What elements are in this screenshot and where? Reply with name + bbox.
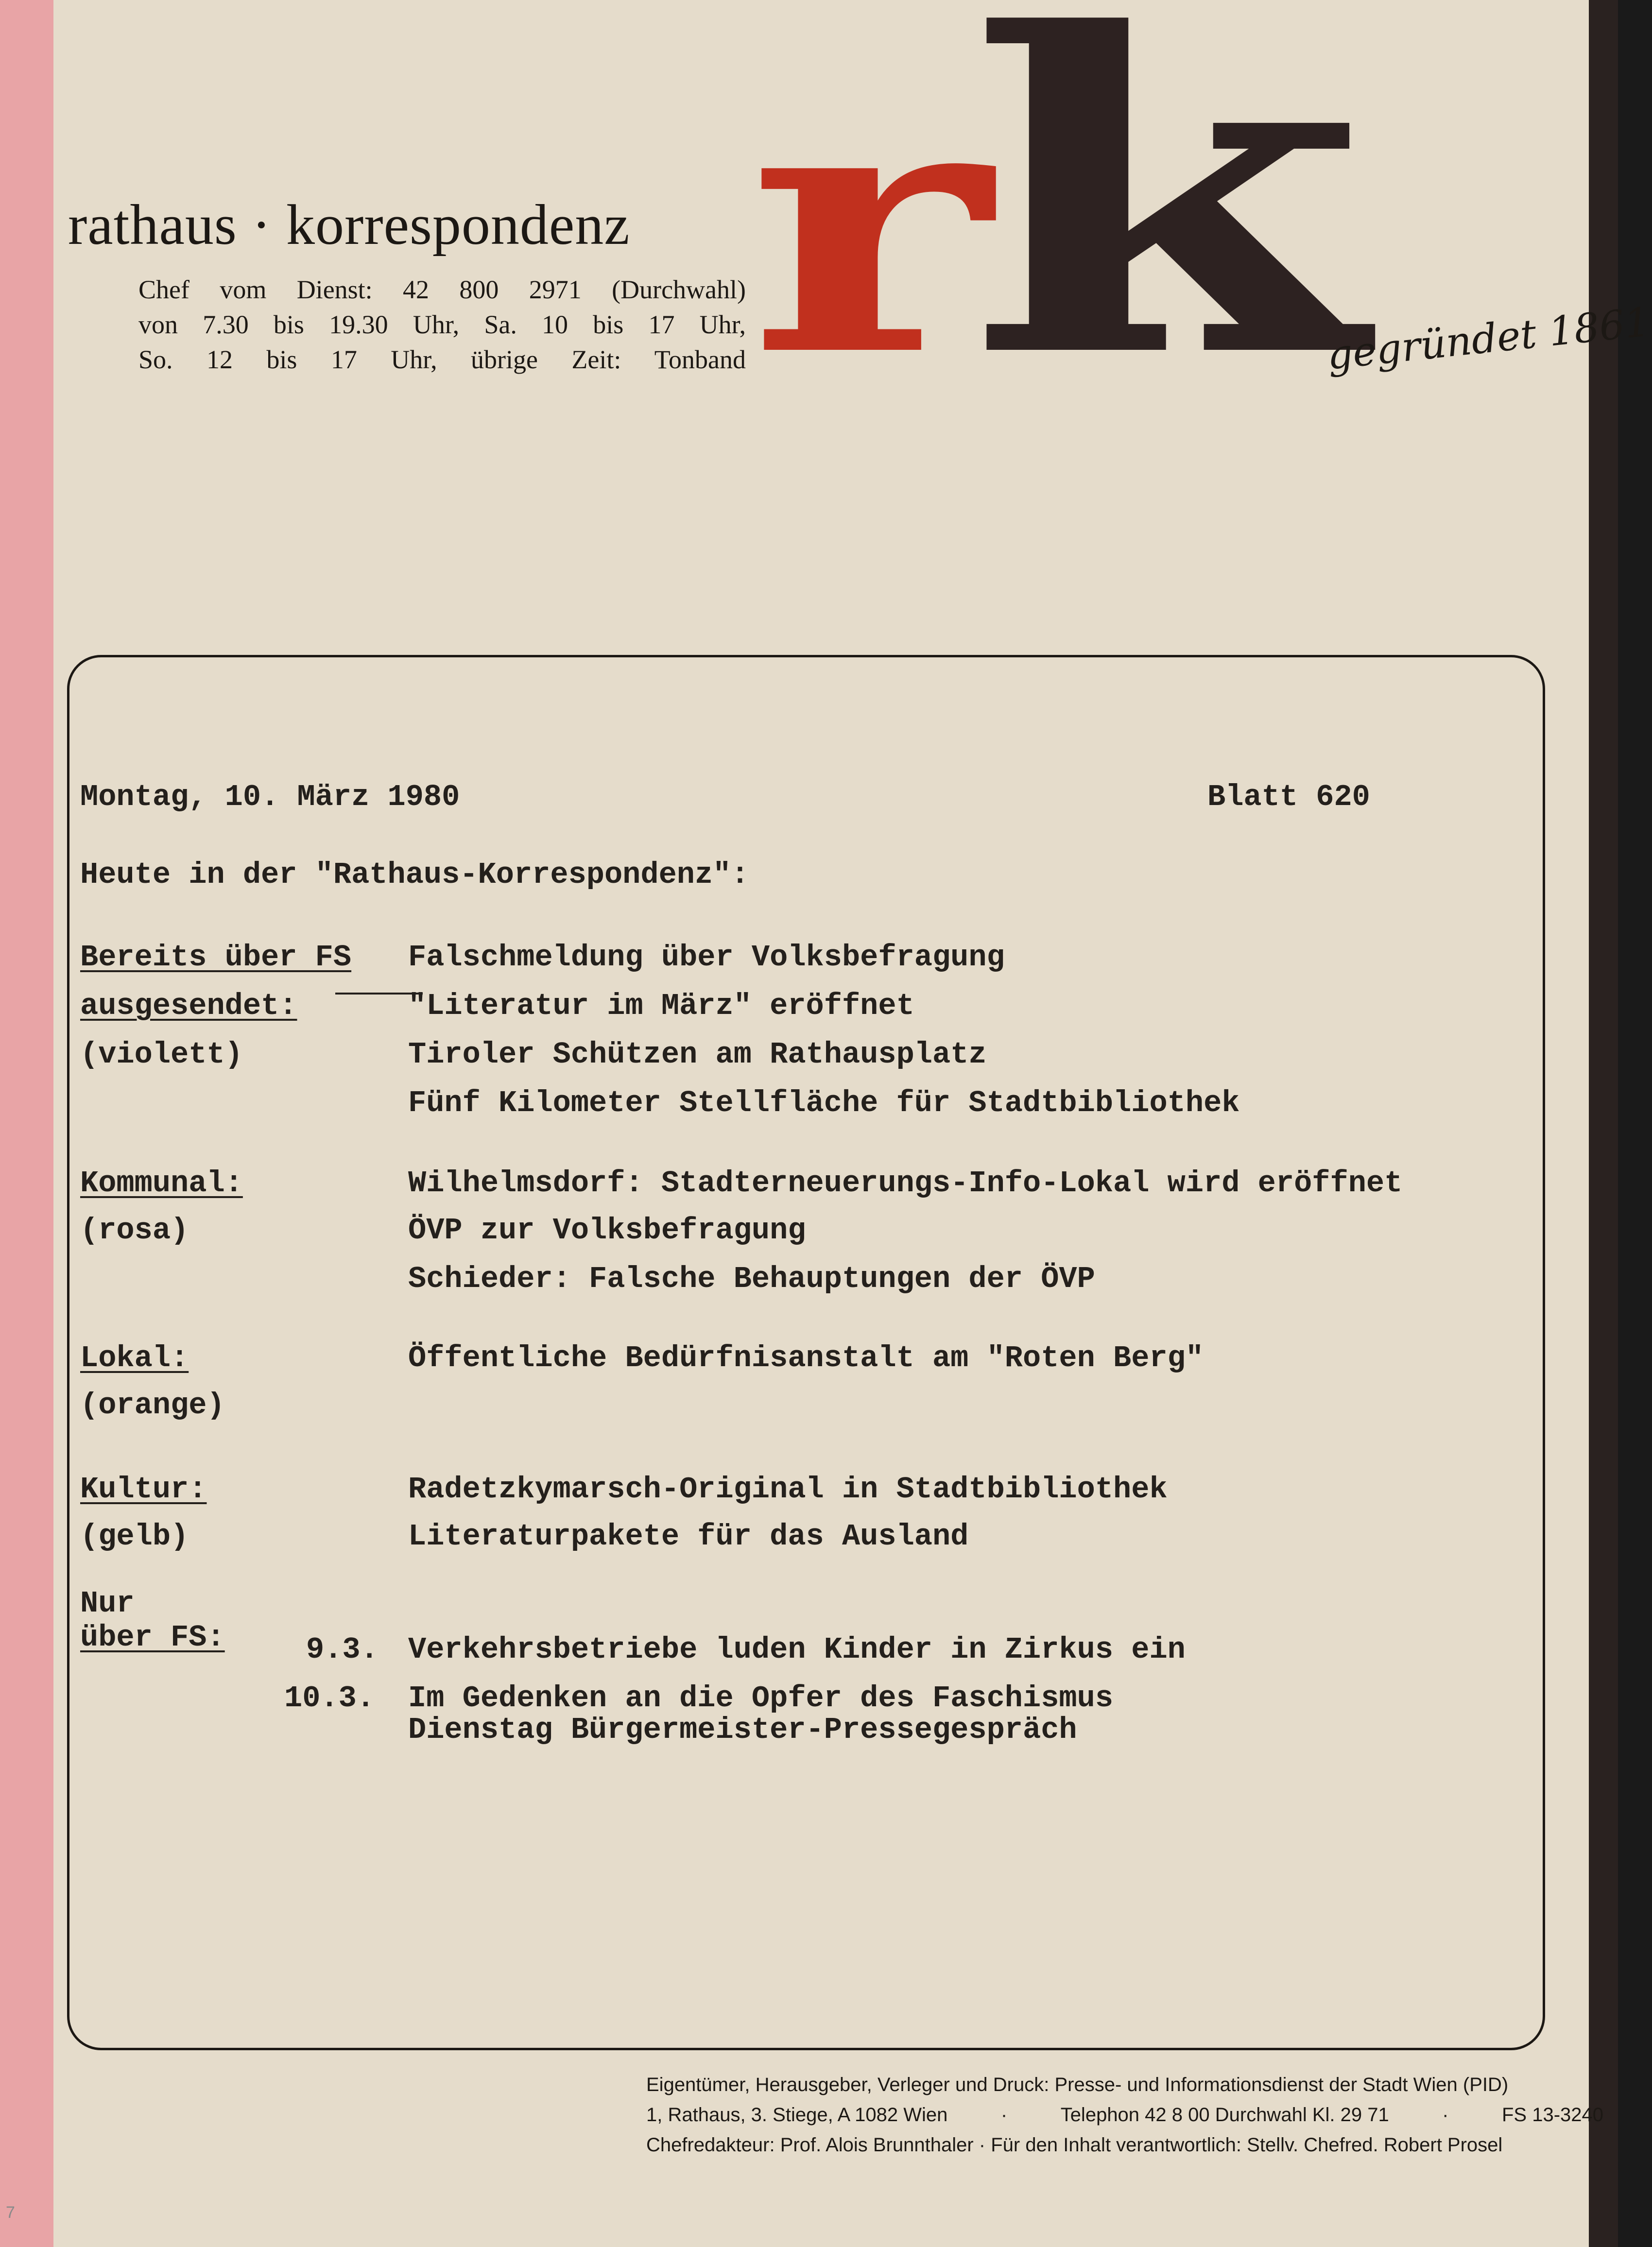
footer-line [646, 2070, 1603, 2100]
footer-fs: FS 13-3240 [1501, 2104, 1603, 2126]
hours-line: Chef vom Dienst: 42 800 2971 (Durchwahl) [138, 275, 746, 304]
founded-signature: gegründet 1861 [1325, 299, 1652, 379]
headline-item: ÖVP zur Volksbefragung [408, 1213, 806, 1248]
logo-letter-r: r [748, 21, 1000, 432]
headline-item: Dienstag Bürgermeister-Pressegespräch [408, 1713, 1077, 1747]
hours-line: von 7.30 bis 19.30 Uhr, Sa. 10 bis 17 Uhr, [138, 310, 746, 339]
section-label: Nur [80, 1586, 135, 1621]
bulletin-intro: Heute in der "Rathaus-Korrespondenz": [80, 858, 749, 892]
footer-separator: · [1000, 2104, 1008, 2126]
section-label: Kommunal: [80, 1166, 243, 1201]
footer-line [646, 2130, 1603, 2160]
headline-item: Literaturpakete für das Ausland [408, 1519, 969, 1554]
pink-binding-edge [0, 0, 53, 2247]
headline-item: Falschmeldung über Volksbefragung [408, 940, 1005, 975]
footer-editors: Chefredakteur: Prof. Alois Brunnthaler · Für den Inhalt verantwortlich: Stellv. Chefred. Robert Prosel [646, 2134, 1503, 2156]
headline-item: Schieder: Falsche Behauptungen der ÖVP [408, 1262, 1095, 1296]
masthead-title: rathaus · korrespondenz [68, 193, 630, 257]
dated-item-date: 9.3. [306, 1632, 379, 1667]
headline-item: Im Gedenken an die Opfer des Faschismus [408, 1681, 1114, 1715]
logo-letter-k: k [967, 0, 1380, 453]
headline-item: Fünf Kilometer Stellfläche für Stadtbibliothek [408, 1086, 1240, 1120]
rk-logo [739, 0, 1380, 453]
headline-item: Öffentliche Bedürfnisanstalt am "Roten Berg" [408, 1341, 1204, 1375]
footer-line [646, 2100, 1603, 2130]
headline-item: Tiroler Schützen am Rathausplatz [408, 1037, 987, 1072]
section-label: Bereits über FS [80, 940, 352, 975]
office-hours [138, 272, 746, 377]
section-label: ausgesendet: [80, 989, 297, 1023]
footer-publisher: Eigentümer, Herausgeber, Verleger und Druck: Presse- und Informationsdienst der Stadt Wien (PID) [646, 2074, 1509, 2095]
section-color: (gelb) [80, 1519, 189, 1554]
footer-separator: · [1442, 2104, 1449, 2126]
publisher-footer [646, 2070, 1603, 2160]
document-page [53, 0, 1652, 2247]
section-label: Lokal: [80, 1341, 189, 1375]
headline-item: "Literatur im März" eröffnet [408, 989, 914, 1023]
hours-line: So. 12 bis 17 Uhr, übrige Zeit: Tonband [138, 345, 746, 374]
section-color: (violett) [80, 1037, 243, 1072]
sheet-number: Blatt 620 [1207, 780, 1370, 814]
section-color: (orange) [80, 1388, 225, 1423]
dated-item-date: 10.3. [284, 1681, 375, 1715]
headline-item: Wilhelmsdorf: Stadterneuerungs-Info-Lokal wird eröffnet [408, 1166, 1403, 1201]
bulletin-date: Montag, 10. März 1980 [80, 780, 460, 814]
section-label: über FS: [80, 1620, 225, 1655]
section-color: (rosa) [80, 1213, 189, 1248]
footer-phone: Telephon 42 8 00 Durchwahl Kl. 29 71 [1060, 2104, 1389, 2126]
headline-item: Radetzkymarsch-Original in Stadtbibliothek [408, 1472, 1168, 1507]
footer-address: 1, Rathaus, 3. Stiege, A 1082 Wien [646, 2104, 948, 2126]
section-label: Kultur: [80, 1472, 207, 1507]
margin-mark: 7 [6, 2203, 15, 2222]
headline-item: Verkehrsbetriebe luden Kinder in Zirkus ein [408, 1632, 1186, 1667]
